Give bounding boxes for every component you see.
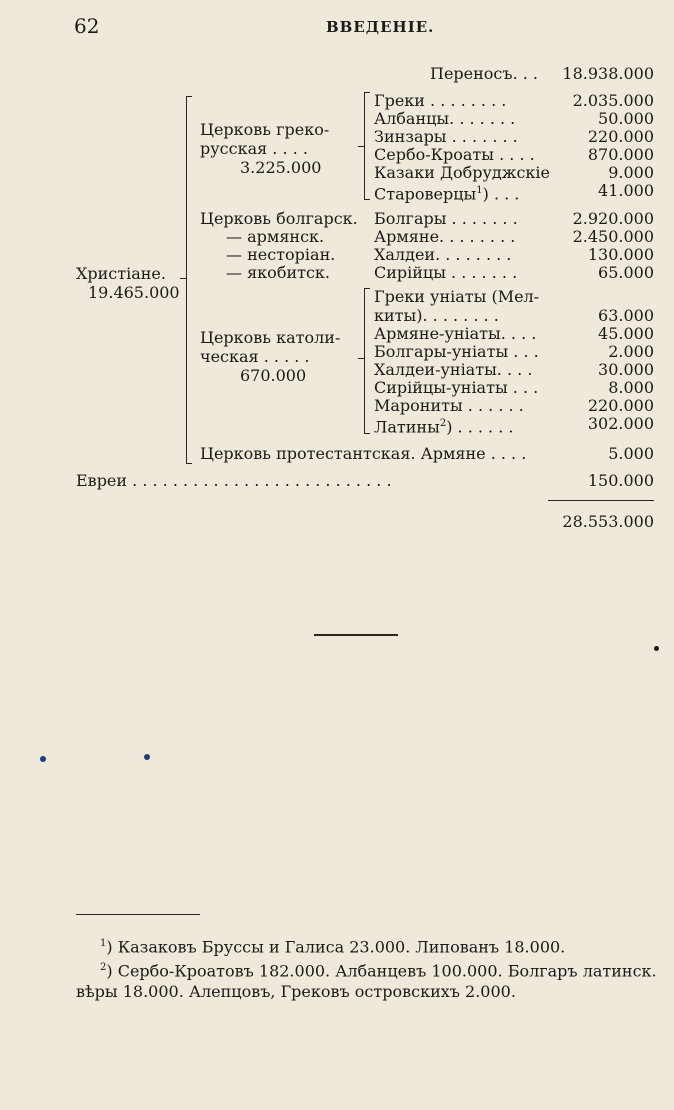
church-name: — армянск.	[226, 227, 325, 246]
carry-label: Переносъ. . .	[430, 64, 538, 83]
church-name: Церковь болгарск.	[200, 209, 358, 228]
list-item-name: Халдеи. . . . . . . .	[374, 245, 512, 264]
ink-spot	[654, 646, 659, 651]
list-item-name: Болгары . . . . . . .	[374, 209, 518, 228]
footnote-rule	[76, 914, 200, 915]
list-item-name: Халдеи-уніаты. . . .	[374, 360, 533, 379]
list-item-name: Зинзары . . . . . . .	[374, 127, 518, 146]
main-brace	[186, 96, 187, 464]
section-divider	[314, 634, 398, 636]
list-item-value: 2.000	[608, 342, 654, 361]
list-item-name: Сербо-Кроаты . . . .	[374, 145, 535, 164]
list-item-value: 2.920.000	[572, 209, 654, 228]
list-item-name: киты). . . . . . . .	[374, 306, 499, 325]
greek-russian-church-line1: Церковь греко-	[200, 120, 330, 139]
list-item-name: Армяне. . . . . . . .	[374, 227, 516, 246]
list-item-name: Армяне-уніаты. . . .	[374, 324, 537, 343]
list-item-name: Казаки Добруджскіе	[374, 163, 550, 182]
list-item-value: 41.000	[598, 181, 654, 200]
list-item-value: 63.000	[598, 306, 654, 325]
sum-rule	[548, 500, 654, 501]
catholic-church-line2: ческая . . . . .	[200, 347, 310, 366]
list-item-value: 2.450.000	[572, 227, 654, 246]
list-item-value: 220.000	[587, 127, 654, 146]
greek-russian-total: 3.225.000	[240, 158, 322, 177]
list-item-name: Староверцы$^1$) . . .	[374, 184, 520, 204]
list-item-value: 302.000	[587, 414, 654, 433]
church-name: — якобитск.	[226, 263, 331, 282]
footnote-2: $^2$) Сербо-Кроатовъ 182.000. Албанцевъ 100.000. Болгаръ латинск.	[100, 961, 657, 981]
greek-russian-brace	[364, 92, 365, 200]
page-number: 62	[74, 14, 100, 38]
list-item-value: 220.000	[587, 396, 654, 415]
running-title: ВВЕДЕНІЕ.	[326, 18, 435, 36]
footnote-mark: 2	[439, 418, 447, 429]
catholic-brace	[364, 288, 365, 434]
protestant-value: 5.000	[608, 444, 654, 463]
list-item-name: Греки уніаты (Мел-	[374, 287, 540, 306]
catholic-total: 670.000	[240, 366, 307, 385]
list-item-value: 50.000	[598, 109, 654, 128]
christians-label: Христіане.	[76, 264, 166, 283]
list-item-name: Марониты . . . . . .	[374, 396, 524, 415]
list-item-name: Сирійцы-уніаты . . .	[374, 378, 539, 397]
carry-value: 18.938.000	[562, 64, 654, 83]
list-item-value: 9.000	[608, 163, 654, 182]
list-item-value: 45.000	[598, 324, 654, 343]
list-item-value: 65.000	[598, 263, 654, 282]
ink-spot	[40, 756, 46, 762]
protestant-label: Церковь протестантская. Армяне . . . .	[200, 444, 527, 463]
list-item-value: 30.000	[598, 360, 654, 379]
list-item-value: 8.000	[608, 378, 654, 397]
catholic-church-line1: Церковь католи-	[200, 328, 341, 347]
list-item-value: 130.000	[587, 245, 654, 264]
list-item-value: 870.000	[587, 145, 654, 164]
footnote-mark: 1	[476, 185, 483, 196]
list-item-name: Греки . . . . . . . .	[374, 91, 507, 110]
list-item-name: Сирійцы . . . . . . .	[374, 263, 518, 282]
jews-label: Евреи . . . . . . . . . . . . . . . . . . . . . . . . . .	[76, 471, 392, 490]
list-item-name: Латины$^2$) . . . . . .	[374, 417, 514, 437]
list-item-value: 2.035.000	[572, 91, 654, 110]
ink-spot	[144, 754, 150, 760]
list-item-name: Болгары-уніаты . . .	[374, 342, 539, 361]
church-name: — несторіан.	[226, 245, 336, 264]
greek-russian-church-line2: русская . . . .	[200, 139, 308, 158]
grand-total: 28.553.000	[562, 512, 654, 531]
christians-total: 19.465.000	[88, 283, 180, 302]
list-item-name: Албанцы. . . . . . .	[374, 109, 516, 128]
footnote-1: $^1$) Казаковъ Бруссы и Галиса 23.000. Липованъ 18.000.	[100, 937, 566, 957]
footnote-2-cont: вѣры 18.000. Алепцовъ, Грековъ островскихъ 2.000.	[76, 982, 516, 1001]
jews-value: 150.000	[587, 471, 654, 490]
